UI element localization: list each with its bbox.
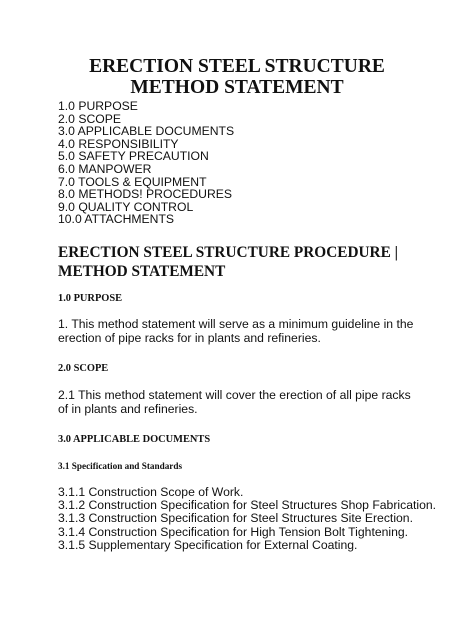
document-title-line-1: ERECTION STEEL STRUCTURE: [89, 56, 385, 77]
toc-item: 7.0 TOOLS & EQUIPMENT: [58, 174, 207, 189]
spec-item: 3.1.2 Construction Specification for Steel Structures Shop Fabrication.: [58, 498, 437, 513]
specification-standards-heading: 3.1 Specification and Standards: [58, 461, 183, 471]
toc-item: 2.0 SCOPE: [58, 111, 121, 126]
toc-item: 3.0 APPLICABLE DOCUMENTS: [58, 124, 235, 139]
toc-item: 10.0 ATTACHMENTS: [58, 212, 175, 227]
scope-heading: 2.0 SCOPE: [58, 363, 109, 374]
toc-item: 6.0 MANPOWER: [58, 161, 152, 176]
toc-item: 5.0 SAFETY PRECAUTION: [58, 149, 209, 164]
spec-item: 3.1.1 Construction Scope of Work.: [58, 485, 244, 499]
document-title-line-2: METHOD STATEMENT: [130, 77, 344, 98]
scope-paragraph: 2.1 This method statement will cover the erection of all pipe racks of in plants and refineries.: [58, 388, 411, 416]
applicable-documents-heading: 3.0 APPLICABLE DOCUMENTS: [58, 434, 211, 445]
toc-item: 9.0 QUALITY CONTROL: [58, 199, 194, 214]
toc-item: 8.0 METHODS! PROCEDURES: [58, 187, 233, 202]
spec-item: 3.1.3 Construction Specification for Steel Structures Site Erection.: [58, 511, 413, 526]
toc-item: 4.0 RESPONSIBILITY: [58, 136, 179, 151]
procedure-heading: ERECTION STEEL STRUCTURE PROCEDURE | METHOD STATEMENT: [58, 244, 398, 280]
toc-item: 1.0 PURPOSE: [58, 99, 138, 113]
spec-item: 3.1.5 Supplementary Specification for External Coating.: [58, 537, 358, 552]
purpose-paragraph: 1. This method statement will serve as a minimum guideline in the erection of pipe racks for in plants and refineries.: [58, 317, 414, 345]
spec-item: 3.1.4 Construction Specification for High Tension Bolt Tightening.: [58, 524, 409, 539]
table-of-contents: [58, 100, 234, 226]
purpose-heading: 1.0 PURPOSE: [58, 293, 123, 304]
specification-list: [58, 486, 436, 552]
